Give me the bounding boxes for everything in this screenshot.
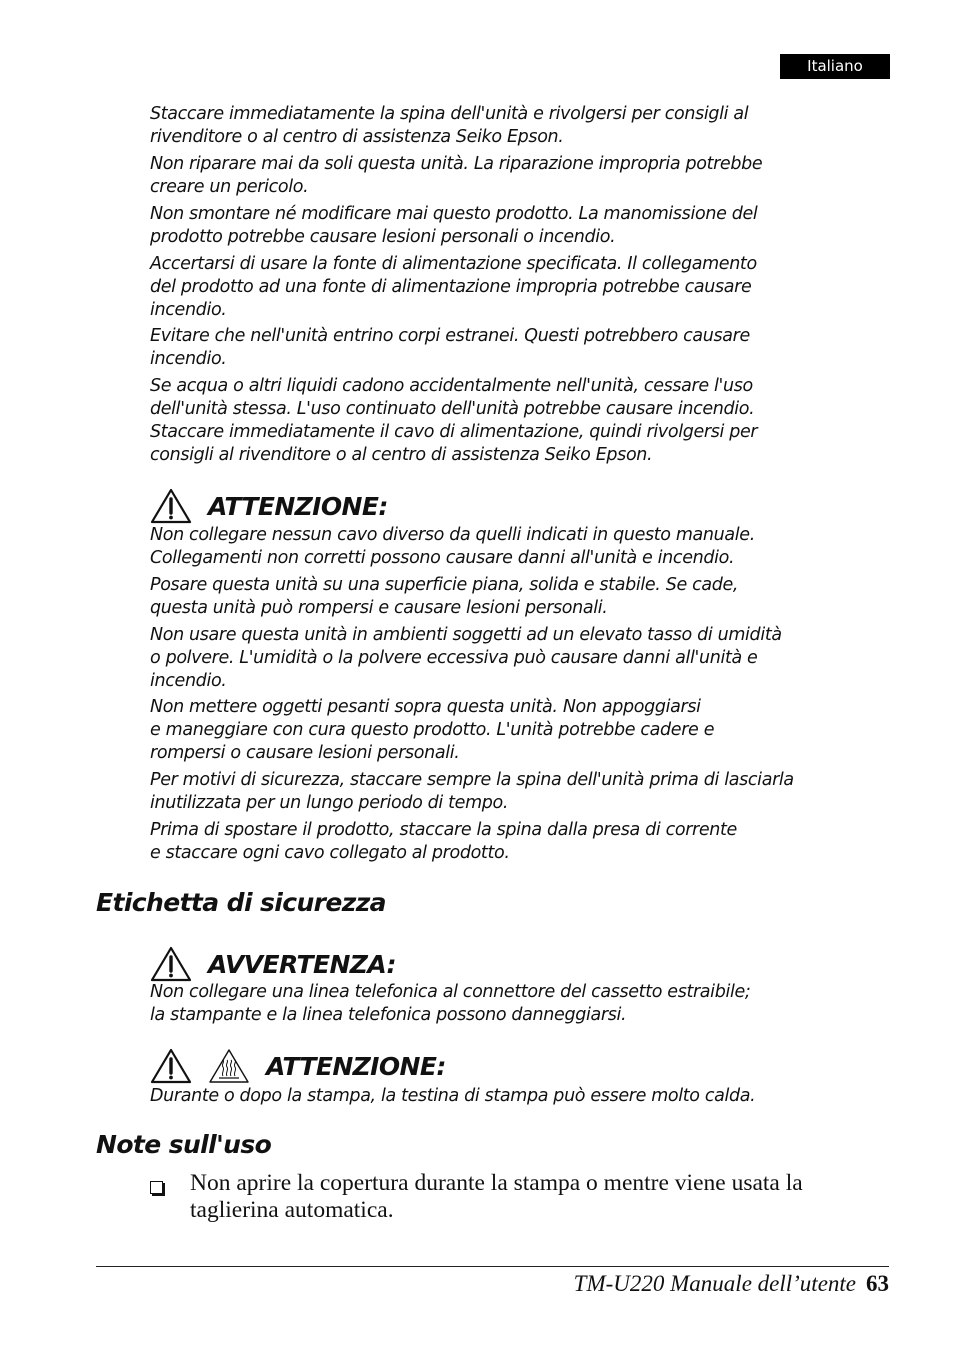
caution-paragraph xyxy=(150,769,895,815)
checkbox-bullet-icon xyxy=(150,1181,163,1194)
text-line: dell'unità stessa. L'uso continuato dell'unità potrebbe causare incendio. xyxy=(150,399,755,419)
section-title-safety-label: Etichetta di sicurezza xyxy=(96,888,386,917)
text-line: prodotto potrebbe causare lesioni personali o incendio. xyxy=(150,227,616,247)
warning-triangle-icon xyxy=(150,1048,192,1084)
warning-paragraph xyxy=(150,153,895,199)
caution-paragraph xyxy=(150,574,895,620)
warning-triangle-icon xyxy=(150,488,192,524)
warning-paragraph xyxy=(150,203,895,249)
text-line: rivenditore o al centro di assistenza Seiko Epson. xyxy=(150,127,564,147)
text-line: Posare questa unità su una superficie piana, solida e stabile. Se cade, xyxy=(150,575,739,595)
warning-paragraph xyxy=(150,375,895,467)
warning-paragraph xyxy=(150,103,895,149)
warning-paragraph xyxy=(150,253,895,322)
list-item-text xyxy=(190,1170,803,1224)
warning-paragraph xyxy=(150,325,895,371)
text-line: Non mettere oggetti pesanti sopra questa unità. Non appoggiarsi xyxy=(150,697,701,717)
text-line: creare un pericolo. xyxy=(150,177,309,197)
caution-title: ATTENZIONE: xyxy=(208,491,388,521)
text-line: Non smontare né modificare mai questo prodotto. La manomissione del xyxy=(150,204,758,224)
text-line: Prima di spostare il prodotto, staccare la spina dalla presa di corrente xyxy=(150,820,737,840)
text-line: Collegamenti non corretti possono causare danni all'unità e incendio. xyxy=(150,548,735,568)
text-line: Non riparare mai da soli questa unità. La riparazione impropria potrebbe xyxy=(150,154,763,174)
caution-title: ATTENZIONE: xyxy=(266,1051,446,1081)
text-line: Staccare immediatamente la spina dell'unità e rivolgersi per consigli al xyxy=(150,104,749,124)
text-line: Durante o dopo la stampa, la testina di stampa può essere molto calda. xyxy=(150,1086,756,1106)
text-line: incendio. xyxy=(150,349,227,369)
list-item xyxy=(150,1170,895,1224)
text-line: Per motivi di sicurezza, staccare sempre la spina dell'unità prima di lasciarla xyxy=(150,770,794,790)
manual-title: TM-U220 Manuale dell’utente xyxy=(573,1271,856,1296)
text-line: questa unità può rompersi e causare lesioni personali. xyxy=(150,598,608,618)
section-title-usage-notes: Note sull'uso xyxy=(96,1130,272,1159)
text-line: la stampante e la linea telefonica possono danneggiarsi. xyxy=(150,1005,627,1025)
caution-paragraph xyxy=(150,819,895,865)
text-line: incendio. xyxy=(150,671,227,691)
page-number: 63 xyxy=(866,1271,889,1296)
text-line: Non aprire la copertura durante la stampa o mentre viene usata la xyxy=(190,1170,803,1196)
text-line: Non collegare una linea telefonica al connettore del cassetto estraibile; xyxy=(150,982,751,1002)
page-footer xyxy=(574,1271,889,1297)
text-line: inutilizzata per un lungo periodo di tempo. xyxy=(150,793,509,813)
text-line: consigli al rivenditore o al centro di assistenza Seiko Epson. xyxy=(150,445,653,465)
caution-paragraph xyxy=(150,524,895,570)
hot-surface-icon xyxy=(208,1048,250,1084)
language-tab: Italiano xyxy=(780,54,890,79)
text-line: Evitare che nell'unità entrino corpi estranei. Questi potrebbero causare xyxy=(150,326,750,346)
text-line: Non usare questa unità in ambienti soggetti ad un elevato tasso di umidità xyxy=(150,625,782,645)
warning-paragraph xyxy=(150,981,895,1027)
warning-title: AVVERTENZA: xyxy=(208,949,396,979)
text-line: e staccare ogni cavo collegato al prodotto. xyxy=(150,843,510,863)
caution-heading xyxy=(150,488,388,524)
text-line: e maneggiare con cura questo prodotto. L'unità potrebbe cadere e xyxy=(150,720,715,740)
caution-heading xyxy=(150,1048,446,1084)
warning-heading xyxy=(150,946,396,982)
caution-paragraph xyxy=(150,624,895,693)
text-line: o polvere. L'umidità o la polvere eccessiva può causare danni all'unità e xyxy=(150,648,758,668)
footer-divider xyxy=(96,1266,889,1267)
text-line: Accertarsi di usare la fonte di alimentazione specificata. Il collegamento xyxy=(150,254,757,274)
text-line: taglierina automatica. xyxy=(190,1197,394,1223)
text-line: Se acqua o altri liquidi cadono accidentalmente nell'unità, cessare l'uso xyxy=(150,376,753,396)
text-line: Staccare immediatamente il cavo di alimentazione, quindi rivolgersi per xyxy=(150,422,758,442)
caution-paragraph xyxy=(150,1085,895,1108)
text-line: del prodotto ad una fonte di alimentazione impropria potrebbe causare xyxy=(150,277,752,297)
text-line: rompersi o causare lesioni personali. xyxy=(150,743,460,763)
text-line: incendio. xyxy=(150,300,227,320)
text-line: Non collegare nessun cavo diverso da quelli indicati in questo manuale. xyxy=(150,525,755,545)
warning-triangle-icon xyxy=(150,946,192,982)
caution-paragraph xyxy=(150,696,895,765)
